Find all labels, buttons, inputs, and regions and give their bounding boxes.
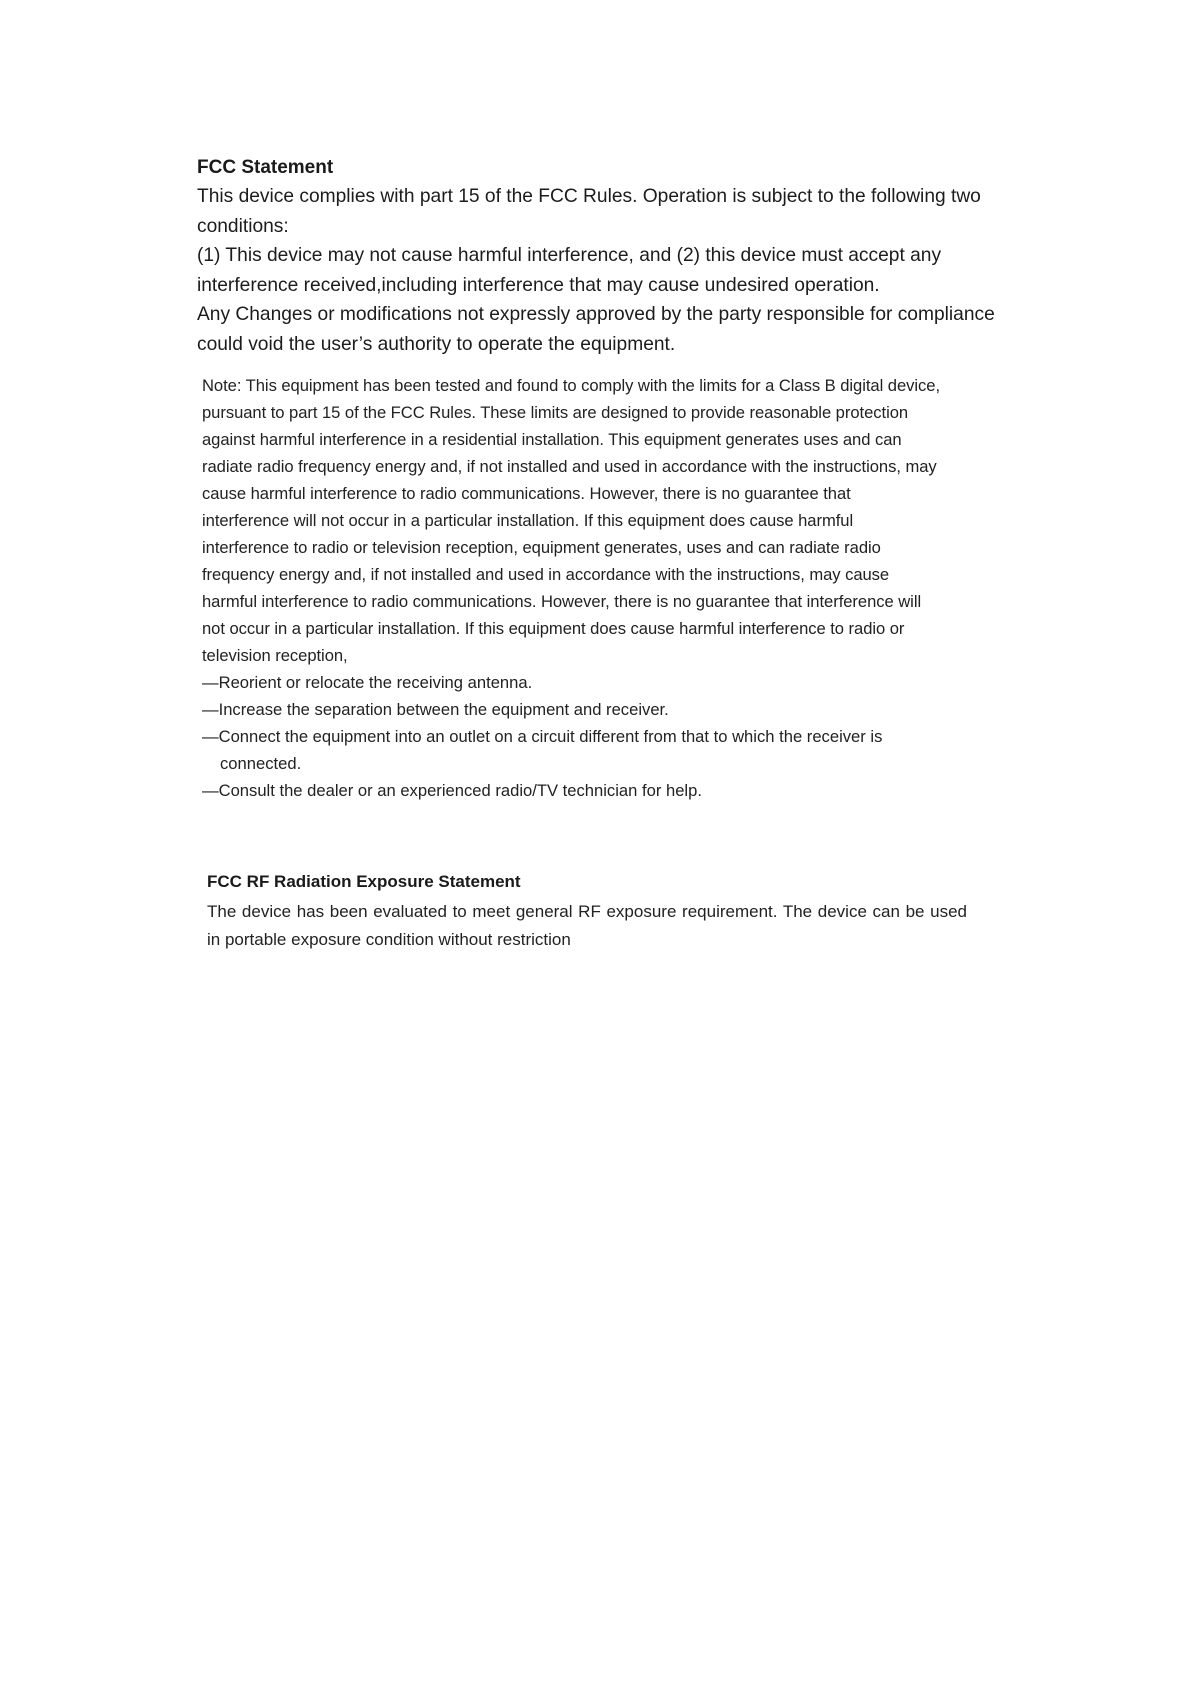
note-section <box>202 372 942 804</box>
fcc-statement-paragraph-2: (1) This device may not cause harmful interference, and (2) this device must accept any interference received,including interference that may cause undesired operation. <box>197 245 942 296</box>
rf-exposure-title: FCC RF Radiation Exposure Statement <box>207 872 521 891</box>
note-bullet-consult: —Consult the dealer or an experienced radio/TV technician for help. <box>202 781 702 800</box>
rf-exposure-text: The device has been evaluated to meet general RF exposure requirement. The device can be used in portable exposure condition without restriction <box>207 902 967 949</box>
fcc-statement-section <box>197 153 997 360</box>
note-bullet-reorient: —Reorient or relocate the receiving antenna. <box>202 673 533 692</box>
note-paragraph: Note: This equipment has been tested and found to comply with the limits for a Class B digital device, pursuant to part 15 of the FCC Rules. These limits are designed to provide reasonable protection against harmful interference in a residential installation. This equipment generates uses and can radiate radio frequency energy and, if not installed and used in accordance with the instructions, may cause harmful interference to radio communications. However, there is no guarantee that interference will not occur in a particular installation. If this equipment does cause harmful interference to radio or television reception, equipment generates, uses and can radiate radio frequency energy and, if not installed and used in accordance with the instructions, may cause harmful interference to radio communications. However, there is no guarantee that interference will not occur in a particular installation. If this equipment does cause harmful interference to radio or television reception, <box>202 376 941 665</box>
note-bullet-outlet: —Connect the equipment into an outlet on a circuit different from that to which the receiver is connected. <box>202 727 883 773</box>
fcc-statement-paragraph-1: This device complies with part 15 of the FCC Rules. Operation is subject to the following two conditions: <box>197 186 981 237</box>
rf-exposure-section <box>207 869 967 954</box>
fcc-statement-title: FCC Statement <box>197 157 334 178</box>
note-bullet-separation: —Increase the separation between the equipment and receiver. <box>202 700 669 719</box>
fcc-statement-paragraph-3: Any Changes or modifications not expressly approved by the party responsible for compliance could void the user’s authority to operate the equipment. <box>197 304 995 355</box>
